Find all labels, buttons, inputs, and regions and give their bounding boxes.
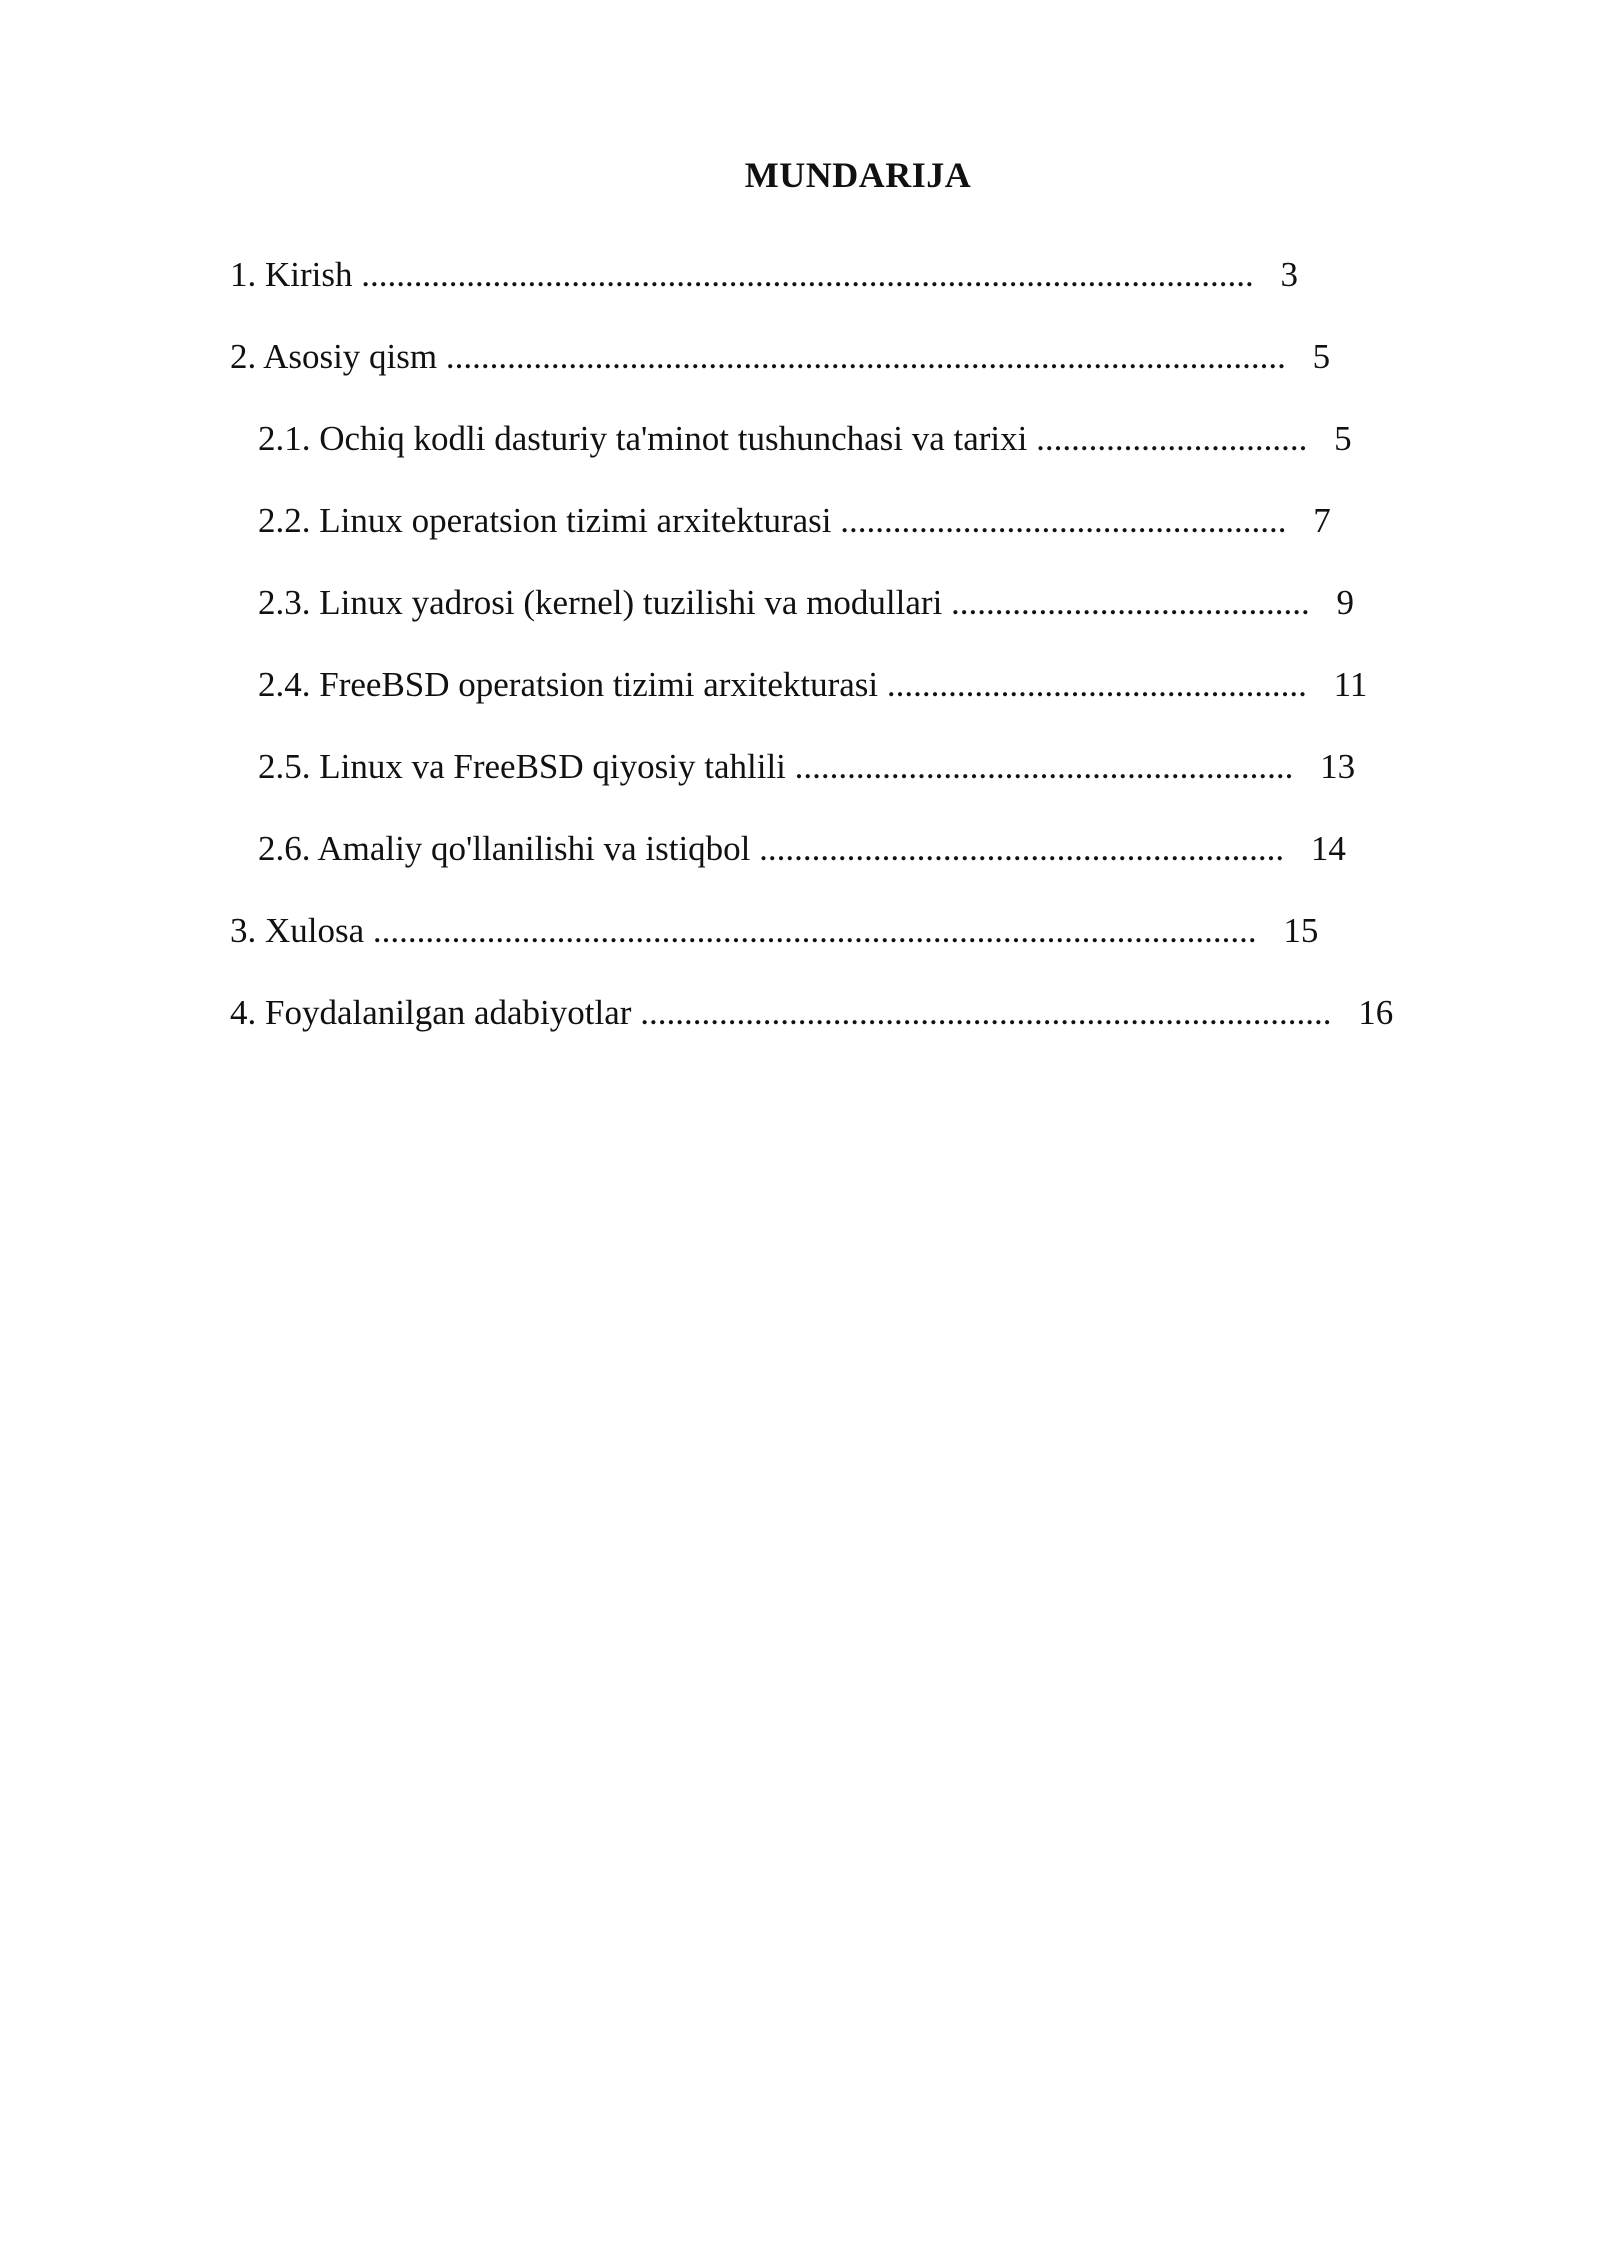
toc-page-number: 7: [1313, 501, 1331, 540]
toc-leader-dots: .........................................: [951, 583, 1310, 622]
toc-page-number: 5: [1334, 419, 1352, 458]
toc-entry-xulosa: [230, 906, 1318, 956]
toc-entry-2-4: [258, 660, 1367, 710]
toc-entry-label: 2.2. Linux operatsion tizimi arxitekturasi: [258, 501, 832, 540]
toc-page-number: 9: [1336, 583, 1355, 622]
toc-entry-2-6: [258, 824, 1346, 874]
toc-page-number: 13: [1320, 747, 1356, 786]
toc-entry-label: 2. Asosiy qism: [230, 337, 438, 376]
toc-entry-2-1: [258, 414, 1352, 464]
toc-leader-dots: ................................................: [886, 665, 1307, 704]
toc-entry-label: 1. Kirish: [230, 255, 353, 294]
toc-entry-label: 2.5. Linux va FreeBSD qiyosiy tahlili: [258, 747, 786, 786]
toc-entry-2-2: [258, 496, 1331, 546]
toc-page-number: 15: [1283, 911, 1319, 950]
toc-entry-label: 2.3. Linux yadrosi (kernel) tuzilishi va modullari: [258, 583, 943, 622]
toc-leader-dots: ...............................: [1036, 419, 1308, 458]
toc-entry-asosiy-qism: [230, 332, 1330, 382]
toc-leader-dots: .........................................................: [794, 747, 1294, 786]
toc-leader-dots: ................................................................................................: [445, 337, 1286, 376]
page-title: MUNDARIJA: [744, 155, 972, 195]
toc-entry-label: 3. Xulosa: [230, 911, 365, 950]
toc-entry-label: 2.4. FreeBSD operatsion tizimi arxitekturasi: [258, 665, 879, 704]
toc-entry-2-5: [258, 742, 1355, 792]
toc-leader-dots: ...............................................................................: [640, 993, 1332, 1032]
toc-entry-label: 4. Foydalanilgan adabiyotlar: [230, 993, 632, 1032]
toc-entry-foydalanilgan-adabiyotlar: [230, 988, 1393, 1038]
toc-page-number: 5: [1312, 337, 1331, 376]
toc-entry-label: 2.6. Amaliy qo'llanilishi va istiqbol: [258, 829, 751, 868]
toc-leader-dots: ......................................................................................................: [361, 255, 1254, 294]
toc-page-number: 11: [1333, 665, 1368, 704]
toc-entry-2-3: [258, 578, 1354, 628]
toc-entry-label: 2.1. Ochiq kodli dasturiy ta'minot tushunchasi va tarixi: [258, 419, 1028, 458]
toc-leader-dots: ............................................................: [759, 829, 1285, 868]
toc-page-number: 14: [1310, 829, 1346, 868]
toc-page-number: 3: [1280, 255, 1298, 294]
toc-page-number: 16: [1358, 993, 1394, 1032]
toc-leader-dots: ...................................................: [840, 501, 1287, 540]
toc-leader-dots: .....................................................................................................: [372, 911, 1257, 950]
toc-entry-kirish: [230, 250, 1298, 300]
